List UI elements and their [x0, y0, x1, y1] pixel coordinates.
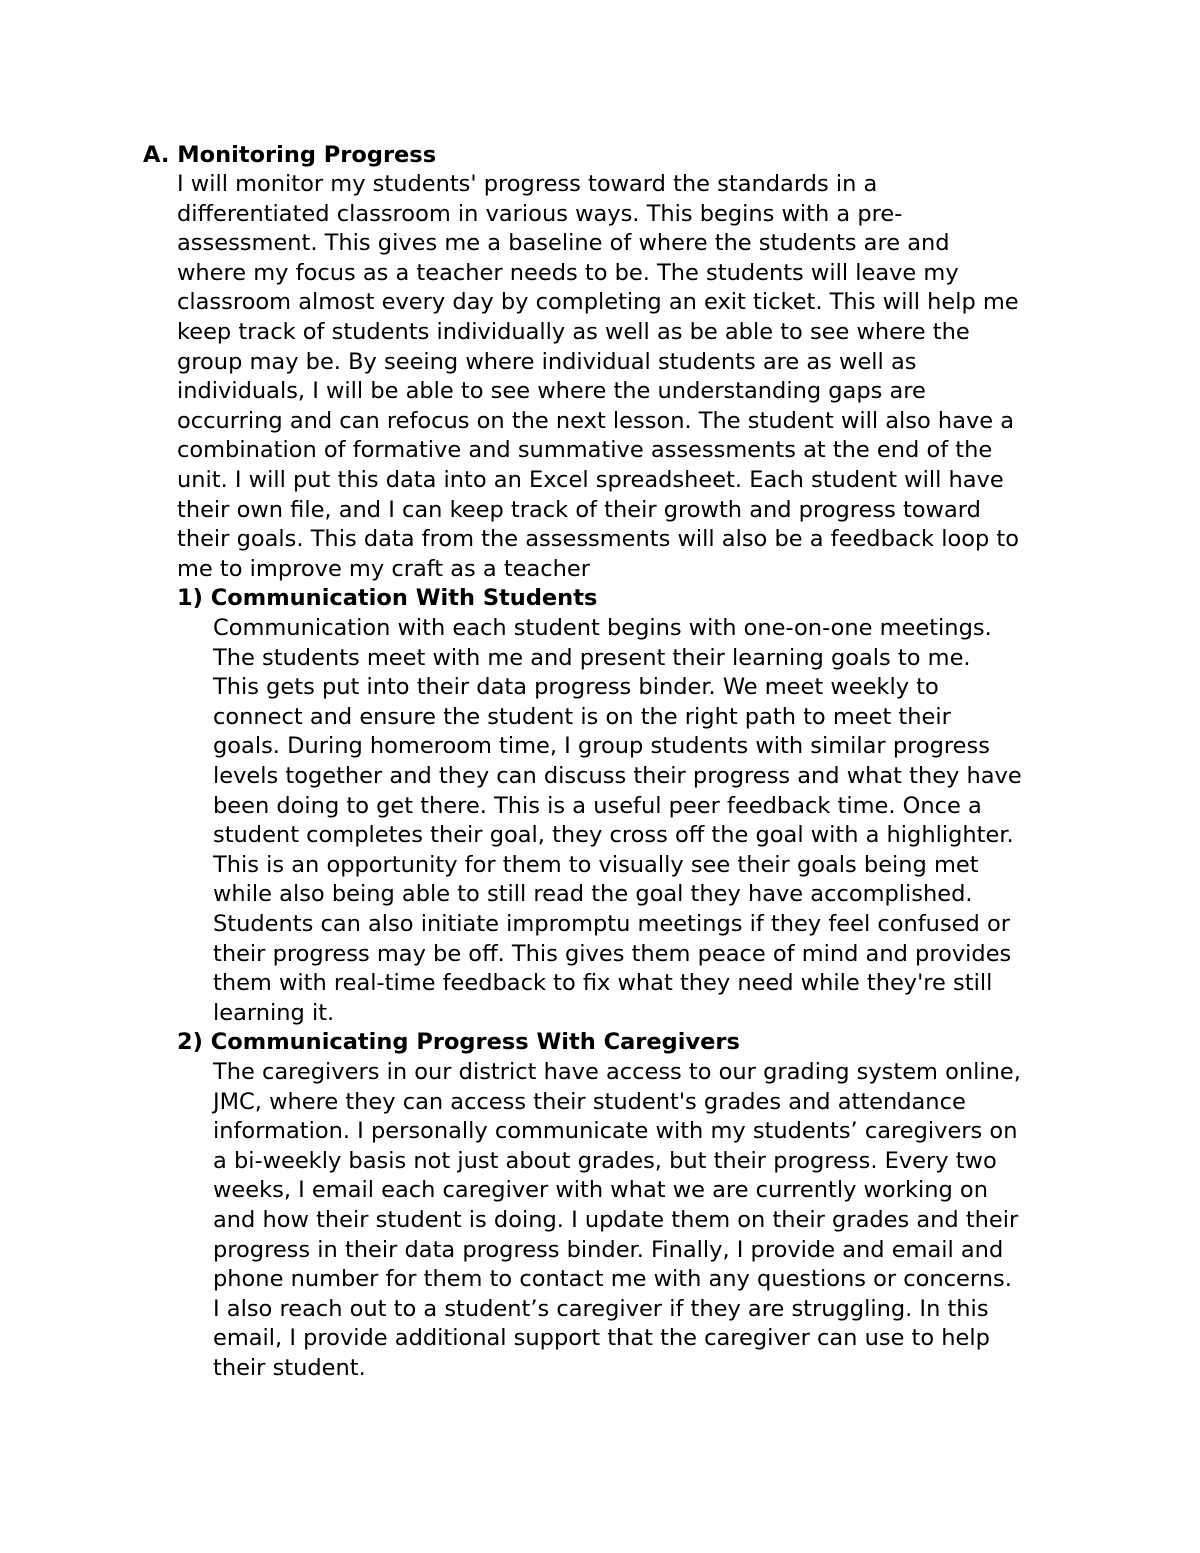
paragraph-line: individuals, I will be able to see where the understanding gaps are — [177, 378, 926, 404]
subsection-title: Communicating Progress With Caregivers — [210, 1029, 740, 1055]
paragraph-line: This is an opportunity for them to visually see their goals being met — [213, 852, 979, 878]
subsection-marker: 1) — [177, 585, 203, 611]
paragraph-line: assessment. This gives me a baseline of where the students are and — [177, 230, 950, 256]
paragraph-line: occurring and can refocus on the next lesson. The student will also have a — [177, 408, 1015, 434]
paragraph-line: keep track of students individually as well as be able to see where the — [177, 319, 970, 345]
paragraph-line: I will monitor my students' progress toward the standards in a — [177, 171, 878, 197]
paragraph-line: their own file, and I can keep track of their growth and progress toward — [177, 497, 981, 523]
paragraph-line: phone number for them to contact me with any questions or concerns. — [213, 1266, 1012, 1292]
paragraph-line: goals. During homeroom time, I group students with similar progress — [213, 733, 990, 759]
paragraph-line: The students meet with me and present their learning goals to me. — [213, 645, 971, 671]
paragraph-line: them with real-time feedback to fix what they need while they're still — [213, 970, 993, 996]
paragraph-line: weeks, I email each caregiver with what we are currently working on — [213, 1177, 988, 1203]
paragraph-line: student completes their goal, they cross off the goal with a highlighter. — [213, 822, 1014, 848]
subsection-title: Communication With Students — [210, 585, 598, 611]
paragraph-line: been doing to get there. This is a useful peer feedback time. Once a — [213, 793, 982, 819]
section-title: Monitoring Progress — [177, 142, 437, 168]
paragraph-line: The caregivers in our district have access to our grading system online, — [213, 1059, 1021, 1085]
paragraph-line: This gets put into their data progress binder. We meet weekly to — [213, 674, 939, 700]
paragraph-line: their progress may be off. This gives them peace of mind and provides — [213, 941, 1012, 967]
paragraph-line: where my focus as a teacher needs to be. The students will leave my — [177, 260, 959, 286]
subsection-marker: 2) — [177, 1029, 203, 1055]
paragraph-line: their goals. This data from the assessments will also be a feedback loop to — [177, 526, 1020, 552]
paragraph-line: connect and ensure the student is on the right path to meet their — [213, 704, 951, 730]
paragraph-line: and how their student is doing. I update them on their grades and their — [213, 1207, 1019, 1233]
paragraph-line: learning it. — [213, 1000, 335, 1026]
paragraph-line: combination of formative and summative assessments at the end of the — [177, 437, 993, 463]
section-heading — [143, 141, 436, 171]
paragraph-line: while also being able to still read the goal they have accomplished. — [213, 881, 973, 907]
paragraph-line: group may be. By seeing where individual students are as well as — [177, 349, 917, 375]
paragraph-line: classroom almost every day by completing an exit ticket. This will help me — [177, 289, 1019, 315]
paragraph-line: Communication with each student begins with one-on-one meetings. — [213, 615, 992, 641]
paragraph-line: me to improve my craft as a teacher — [177, 556, 591, 582]
paragraph-line: unit. I will put this data into an Excel spreadsheet. Each student will have — [177, 467, 1004, 493]
paragraph-line: differentiated classroom in various ways. This begins with a pre- — [177, 201, 903, 227]
paragraph-line: a bi-weekly basis not just about grades, but their progress. Every two — [213, 1148, 997, 1174]
paragraph-line: email, I provide additional support that the caregiver can use to help — [213, 1325, 990, 1351]
paragraph-line: Students can also initiate impromptu meetings if they feel confused or — [213, 911, 1010, 937]
section-marker: A. — [143, 142, 170, 168]
paragraph-line: I also reach out to a student’s caregiver if they are struggling. In this — [213, 1296, 989, 1322]
subsection-heading — [177, 584, 597, 614]
paragraph-line: progress in their data progress binder. Finally, I provide and email and — [213, 1237, 1004, 1263]
paragraph-line: JMC, where they can access their student's grades and attendance — [213, 1089, 966, 1115]
paragraph-line: information. I personally communicate with my students’ caregivers on — [213, 1118, 1018, 1144]
subsection-heading — [177, 1028, 740, 1058]
paragraph-line: their student. — [213, 1355, 366, 1381]
paragraph-line: levels together and they can discuss their progress and what they have — [213, 763, 1022, 789]
